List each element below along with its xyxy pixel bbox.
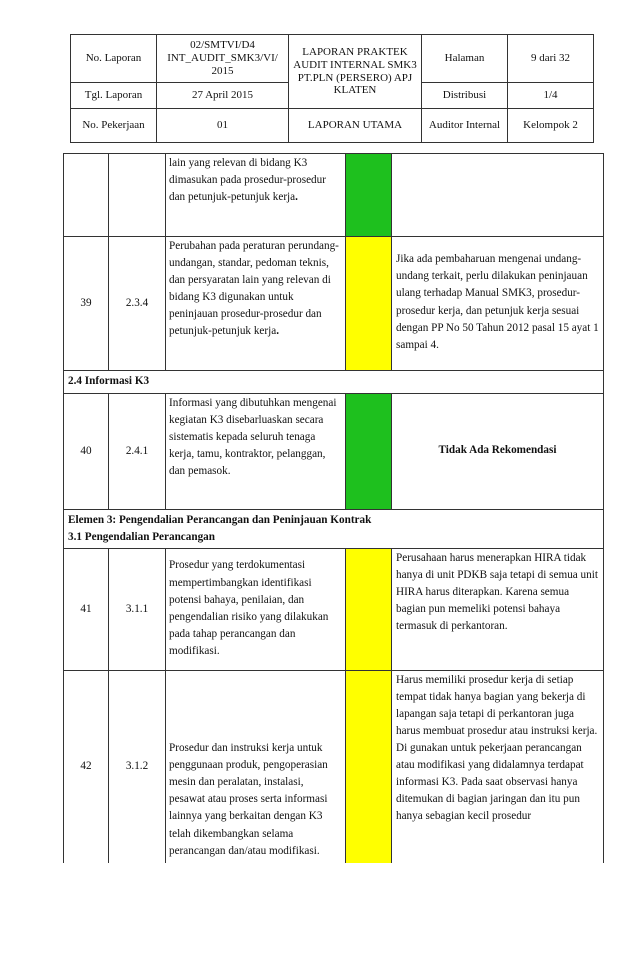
recommendation-text: Harus memiliki prosedur kerja di setiap tempat tidak hanya bagian yang bekerja di lapangan saja tetapi di perkantoran juga harus membuat prosedur atau instruksi kerja. Di gunakan untuk pekerjaan perancangan atau modifikasi yang didalamnya terdapat informasi K3. Pada saat observasi hanya ditemukan di bagian jaringan dan itu pun hanya sebagian kecil prosedur <box>392 671 604 863</box>
recommendation-text: Tidak Ada Rekomendasi <box>392 394 604 510</box>
recommendation-text: Jika ada pembaharuan mengenai undang-undang terkait, perlu dilakukan peninjauan ulang terhadap Manual SMK3, prosedur-prosedur kerja, dan petunjuk kerja sesuai dengan PP No 50 Tahun 2012 pasal 15 ayat 1 sampai 4. <box>392 237 604 371</box>
criterion-text <box>166 237 346 371</box>
criterion-body: lain yang relevan di bidang K3 dimasukan pada prosedur-prosedur dan petunjuk-petunjuk kerja <box>169 157 326 204</box>
distribusi-value: 1/4 <box>508 83 594 109</box>
status-indicator-yellow <box>346 549 392 671</box>
status-indicator-green <box>346 154 392 237</box>
auditor-label: Auditor Internal <box>422 109 508 143</box>
element-heading: Elemen 3: Pengendalian Perancangan dan Peninjauan Kontrak <box>68 514 372 526</box>
halaman-label: Halaman <box>422 35 508 83</box>
no-pekerjaan-value: 01 <box>157 109 289 143</box>
report-title: LAPORAN PRAKTEK AUDIT INTERNAL SMK3 PT.PLN (PERSERO) APJ KLATEN <box>289 35 422 109</box>
criterion-end: . <box>295 191 298 204</box>
item-code <box>109 154 166 237</box>
item-number: 40 <box>64 394 109 510</box>
item-number: 42 <box>64 671 109 863</box>
item-code: 3.1.2 <box>109 671 166 863</box>
item-code: 2.4.1 <box>109 394 166 510</box>
tgl-laporan-label: Tgl. Laporan <box>71 83 157 109</box>
criterion-text: Prosedur dan instruksi kerja untuk penggunaan produk, pengoperasian mesin dan peralatan, instalasi, pesawat atau proses serta informasi lainnya yang berkaitan dengan K3 telah dikembangkan selama perancangan dan/atau modifikasi. <box>166 671 346 863</box>
item-number: 41 <box>64 549 109 671</box>
status-indicator-yellow <box>346 237 392 371</box>
table-row <box>64 394 604 510</box>
recommendation-text <box>392 154 604 237</box>
item-number <box>64 154 109 237</box>
criterion-text: Prosedur yang terdokumentasi mempertimbangkan identifikasi potensi bahaya, penilaian, dan pengendalian risiko yang dilakukan pada tahap perancangan dan modifikasi. <box>166 549 346 671</box>
section-row <box>64 371 604 394</box>
section-heading <box>64 510 604 549</box>
status-indicator-green <box>346 394 392 510</box>
section-row <box>64 510 604 549</box>
criterion-end: . <box>276 325 279 338</box>
item-number: 39 <box>64 237 109 371</box>
distribusi-label: Distribusi <box>422 83 508 109</box>
section-heading: 2.4 Informasi K3 <box>64 371 604 394</box>
criterion-text <box>166 154 346 237</box>
auditor-value: Kelompok 2 <box>508 109 594 143</box>
criterion-text: Informasi yang dibutuhkan mengenai kegiatan K3 disebarluaskan secara sistematis kepada seluruh tenaga kerja, tamu, kontraktor, pelanggan, dan pemasok. <box>166 394 346 510</box>
no-pekerjaan-label: No. Pekerjaan <box>71 109 157 143</box>
table-row <box>64 237 604 371</box>
table-row <box>64 671 604 863</box>
laporan-utama-label: LAPORAN UTAMA <box>289 109 422 143</box>
no-laporan-value: 02/SMTVI/D4 INT_AUDIT_SMK3/VI/ 2015 <box>157 35 289 83</box>
item-code: 2.3.4 <box>109 237 166 371</box>
recommendation-text: Perusahaan harus menerapkan HIRA tidak hanya di unit PDKB saja tetapi di semua unit HIRA harus diterapkan. Karena semua bagian pun memeliki potensi bahaya termasuk di perkantoran. <box>392 549 604 671</box>
report-header-table <box>70 34 594 143</box>
tgl-laporan-value: 27 April 2015 <box>157 83 289 109</box>
audit-findings-table <box>63 153 604 863</box>
table-row <box>64 549 604 671</box>
no-laporan-label: No. Laporan <box>71 35 157 83</box>
criterion-body: Perubahan pada peraturan perundang-undangan, standar, pedoman teknis, dan persyaratan lain yang relevan di bidang K3 digunakan untuk peninjauan prosedur-prosedur dan petunjuk-petunjuk kerja <box>169 240 339 338</box>
item-code: 3.1.1 <box>109 549 166 671</box>
status-indicator-yellow <box>346 671 392 863</box>
table-row <box>64 154 604 237</box>
halaman-value: 9 dari 32 <box>508 35 594 83</box>
subsection-heading: 3.1 Pengendalian Perancangan <box>68 531 215 544</box>
